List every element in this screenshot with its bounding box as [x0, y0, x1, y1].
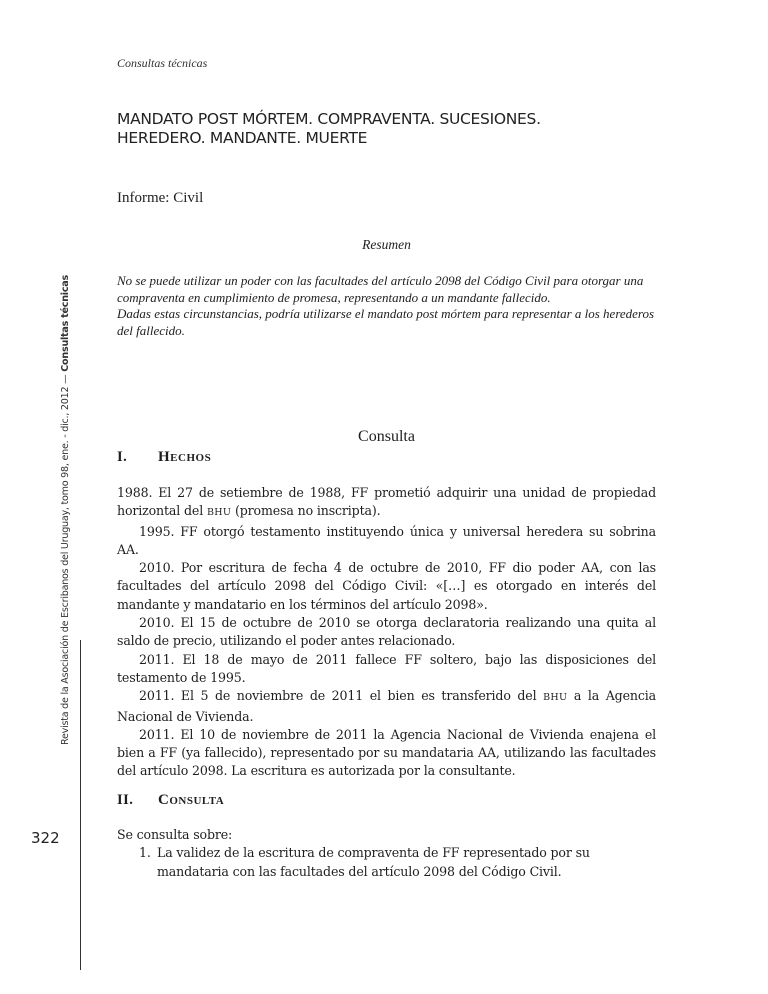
- section-number: I.: [117, 449, 128, 465]
- section-heading-hechos: [117, 449, 211, 466]
- margin-rule: [80, 640, 81, 970]
- abbreviation: BHU: [206, 507, 232, 519]
- fact-paragraph: 2010. Por escritura de fecha 4 de octubre de 2010, FF dio poder AA, con las facultades del artículo 2098 del Código Civil: «[…] es otorgado en interés del mandante y mandatario en los términos del artículo 2098».: [117, 560, 656, 612]
- report-type: Informe: Civil: [117, 190, 204, 206]
- abbreviation: BHU: [543, 692, 568, 704]
- section-title-initial: C: [158, 792, 170, 808]
- fact-paragraph: 2011. El 10 de noviembre de 2011 la Agencia Nacional de Vivienda enajena el bien a FF (ya fallecido), representado por su mandataria AA, utilizando las facultades del artículo 2098. La escritura es autorizada por la consultante.: [117, 726, 656, 779]
- document-title-line-2: HEREDERO. MANDANTE. MUERTE: [117, 129, 368, 147]
- consultation-body: [117, 826, 656, 881]
- consultation-list: [117, 844, 656, 881]
- page-number: 322: [31, 829, 60, 847]
- abstract: [117, 273, 656, 339]
- abstract-paragraph: No se puede utilizar un poder con las facultades del artículo 2098 del Código Civil para otorgar una compraventa en cumplimiento de promesa, representando a un mandante fallecido.: [117, 273, 644, 305]
- section-title-rest: ONSULTA: [169, 795, 225, 807]
- main-section-heading: Consulta: [358, 428, 415, 445]
- fact-paragraph: 2010. El 15 de octubre de 2010 se otorga declaratoria realizando una quita al saldo de precio, utilizando el poder antes relacionado.: [117, 615, 656, 649]
- document-title-line-1: MANDATO POST MÓRTEM. COMPRAVENTA. SUCESIONES.: [117, 110, 541, 128]
- facts-body: [117, 484, 656, 781]
- section-heading-consulta: [117, 792, 224, 809]
- consultation-intro: Se consulta sobre:: [117, 827, 233, 842]
- section-title-initial: H: [158, 449, 171, 465]
- running-header: Consultas técnicas: [117, 56, 208, 70]
- abstract-paragraph: Dadas estas circunstancias, podría utilizarse el mandato post mórtem para representar a los herederos del fallecido.: [117, 306, 655, 338]
- fact-paragraph: 2011. El 5 de noviembre de 2011 el bien es transferido del BHU a la Agencia Nacional de Vivienda.: [117, 688, 656, 724]
- fact-paragraph: 2011. El 18 de mayo de 2011 fallece FF soltero, bajo las disposiciones del testamento de 1995.: [117, 651, 656, 685]
- fact-paragraph: 1995. FF otorgó testamento instituyendo única y universal heredera su sobrina AA.: [117, 523, 656, 557]
- document-title: [117, 110, 677, 148]
- list-item-text: La validez de la escritura de compraventa de FF representado por su mandataria con las facultades del artículo 2098 del Código Civil.: [157, 845, 590, 879]
- vertical-section-name: Consultas técnicas: [60, 275, 71, 372]
- list-item: [117, 844, 656, 881]
- section-number: II.: [117, 792, 134, 808]
- list-item-number: 1.: [139, 845, 151, 861]
- fact-paragraph: 1988. El 27 de setiembre de 1988, FF prometió adquirir una unidad de propiedad horizontal del BHU (promesa no inscripta).: [117, 485, 656, 519]
- vertical-journal-title: Revista de la Asociación de Escribanos del Uruguay, tomo 98, ene. - dic., 2012 — Consultas técnicas: [60, 275, 71, 745]
- abstract-heading: Resumen: [362, 237, 411, 252]
- section-title-rest: ECHOS: [170, 452, 212, 464]
